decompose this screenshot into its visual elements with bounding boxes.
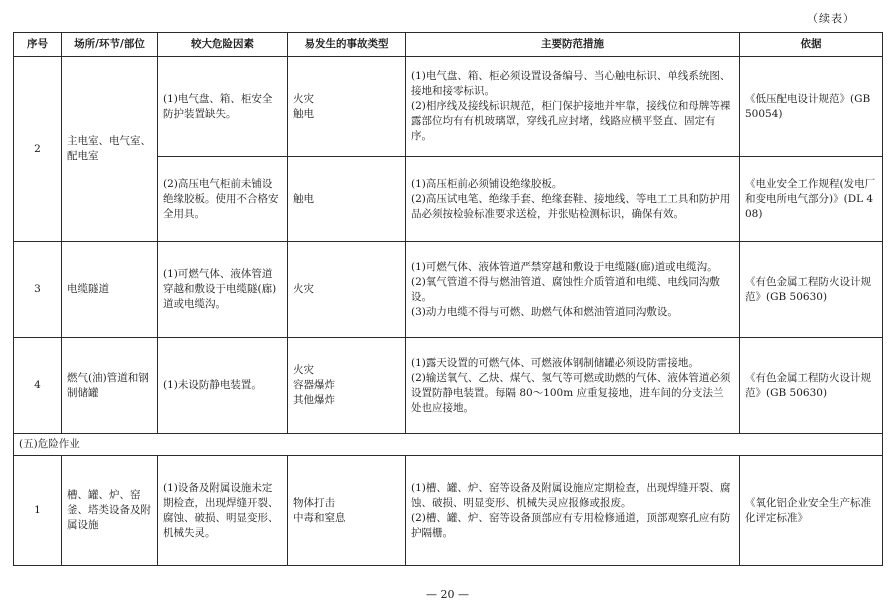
page-number: — 20 —: [426, 588, 469, 601]
row-place: 主电室、电气室、配电室: [62, 57, 158, 242]
accident-type: 中毒和窒息: [293, 511, 346, 524]
measure-item: (2)相序线及接线标识规范，柜门保护接地并牢靠，接线位和母牌等裸露部位均有有机玻璃罩，穿线孔应封堵，线路应横平竖直、固定有序。: [411, 100, 731, 142]
header-accident: 易发生的事故类型: [288, 33, 406, 57]
accident-type: 火灾: [293, 92, 314, 105]
hazard-table: [13, 32, 883, 566]
row-hazard: (1)电气盘、箱、柜安全防护装置缺失。: [158, 57, 288, 157]
row-measures: [406, 57, 740, 157]
row-basis: 《有色金属工程防火设计规范》(GB 50630): [740, 242, 883, 338]
row-basis: 《低压配电设计规范》(GB 50054): [740, 57, 883, 157]
accident-type: 火灾: [293, 283, 314, 295]
accident-type: 触电: [293, 107, 314, 120]
row-hazard: (1)设备及附属设施未定期检查，出现焊缝开裂、腐蚀、破损、明显变形、机械失灵。: [158, 456, 288, 566]
measure-item: (2)高压试电笔、绝缘手套、绝缘套鞋、接地线、等电工工具和防护用品必须按检验标准要求送检，并张贴检测标识，确保有效。: [411, 192, 731, 220]
row-place: 槽、罐、炉、窑釜、塔类设备及附属设施: [62, 456, 158, 566]
row-number: 4: [14, 338, 62, 434]
row-basis: 《有色金属工程防火设计规范》(GB 50630): [740, 338, 883, 434]
accident-type: 容器爆炸: [293, 379, 335, 391]
measure-item: (1)可燃气体、液体管道严禁穿越和敷设于电缆隧(廊)道或电缆沟。: [411, 260, 718, 273]
measure-item: (2)槽、罐、炉、窑等设备顶部应有专用检修通道，顶部观察孔应有防护隔栅。: [411, 511, 731, 539]
row-place: 燃气(油)管道和钢制储罐: [62, 338, 158, 434]
row-accident: [288, 242, 406, 338]
header-number: 序号: [14, 33, 62, 57]
measure-item: (2)氧气管道不得与燃油管道、腐蚀性介质管道和电缆、电线同沟敷设。: [411, 275, 720, 303]
row-accident: [288, 456, 406, 566]
header-hazard: 较大危险因素: [158, 33, 288, 57]
row-measures: [406, 242, 740, 338]
table-header-row: [14, 33, 883, 57]
row-basis: 《氧化铝企业安全生产标准化评定标准》: [740, 456, 883, 566]
measure-item: (1)露天设置的可燃气体、可燃液体钢制储罐必须设防雷接地。: [411, 356, 699, 369]
header-basis: 依据: [740, 33, 883, 57]
row-accident: [288, 338, 406, 434]
measure-item: (2)输送氧气、乙炔、煤气、氢气等可燃或助燃的气体、液体管道必须设置防静电装置。每隔 80～100m 应重复接地，进车间的分支法兰处也应接地。: [411, 371, 731, 414]
row-basis: 《电业安全工作规程(发电厂和变电所电气部分)》(DL 408): [740, 157, 883, 242]
accident-type: 物体打击: [293, 496, 335, 509]
header-measures: 主要防范措施: [406, 33, 740, 57]
row-hazard: (2)高压电气柜前未铺设绝缘胶板。使用不合格安全用具。: [158, 157, 288, 242]
row-number: 2: [14, 57, 62, 242]
row-hazard: (1)未设防静电装置。: [158, 338, 288, 434]
table-row: [14, 57, 883, 157]
accident-type: 火灾: [293, 364, 314, 376]
section-title: (五)危险作业: [14, 434, 883, 456]
measure-item: (1)电气盘、箱、柜必须设置设备编号、当心触电标识、单线系统图、接地和接零标识。: [411, 70, 731, 97]
header-place: 场所/环节/部位: [62, 33, 158, 57]
row-number: 3: [14, 242, 62, 338]
accident-type: 触电: [293, 192, 314, 205]
table-row: [14, 242, 883, 338]
measure-item: (3)动力电缆不得与可燃、助燃气体和燃油管道同沟敷设。: [411, 305, 678, 318]
row-number: 1: [14, 456, 62, 566]
row-measures: [406, 157, 740, 242]
section-row: [14, 434, 883, 456]
row-accident: [288, 57, 406, 157]
measure-item: (1)槽、罐、炉、窑等设备及附属设施应定期检查，出现焊缝开裂、腐蚀、破损、明显变形、机械失灵应报修或报废。: [411, 481, 731, 509]
accident-type: 其他爆炸: [293, 394, 335, 406]
row-measures: [406, 456, 740, 566]
continued-label: （续表）: [807, 12, 855, 25]
measure-item: (1)高压柜前必须铺设绝缘胶板。: [411, 177, 563, 190]
table-row: [14, 338, 883, 434]
table-row: [14, 456, 883, 566]
row-accident: [288, 157, 406, 242]
row-place: 电缆隧道: [62, 242, 158, 338]
row-hazard: (1)可燃气体、液体管道穿越和敷设于电缆隧(廊)道或电缆沟。: [158, 242, 288, 338]
row-measures: [406, 338, 740, 434]
